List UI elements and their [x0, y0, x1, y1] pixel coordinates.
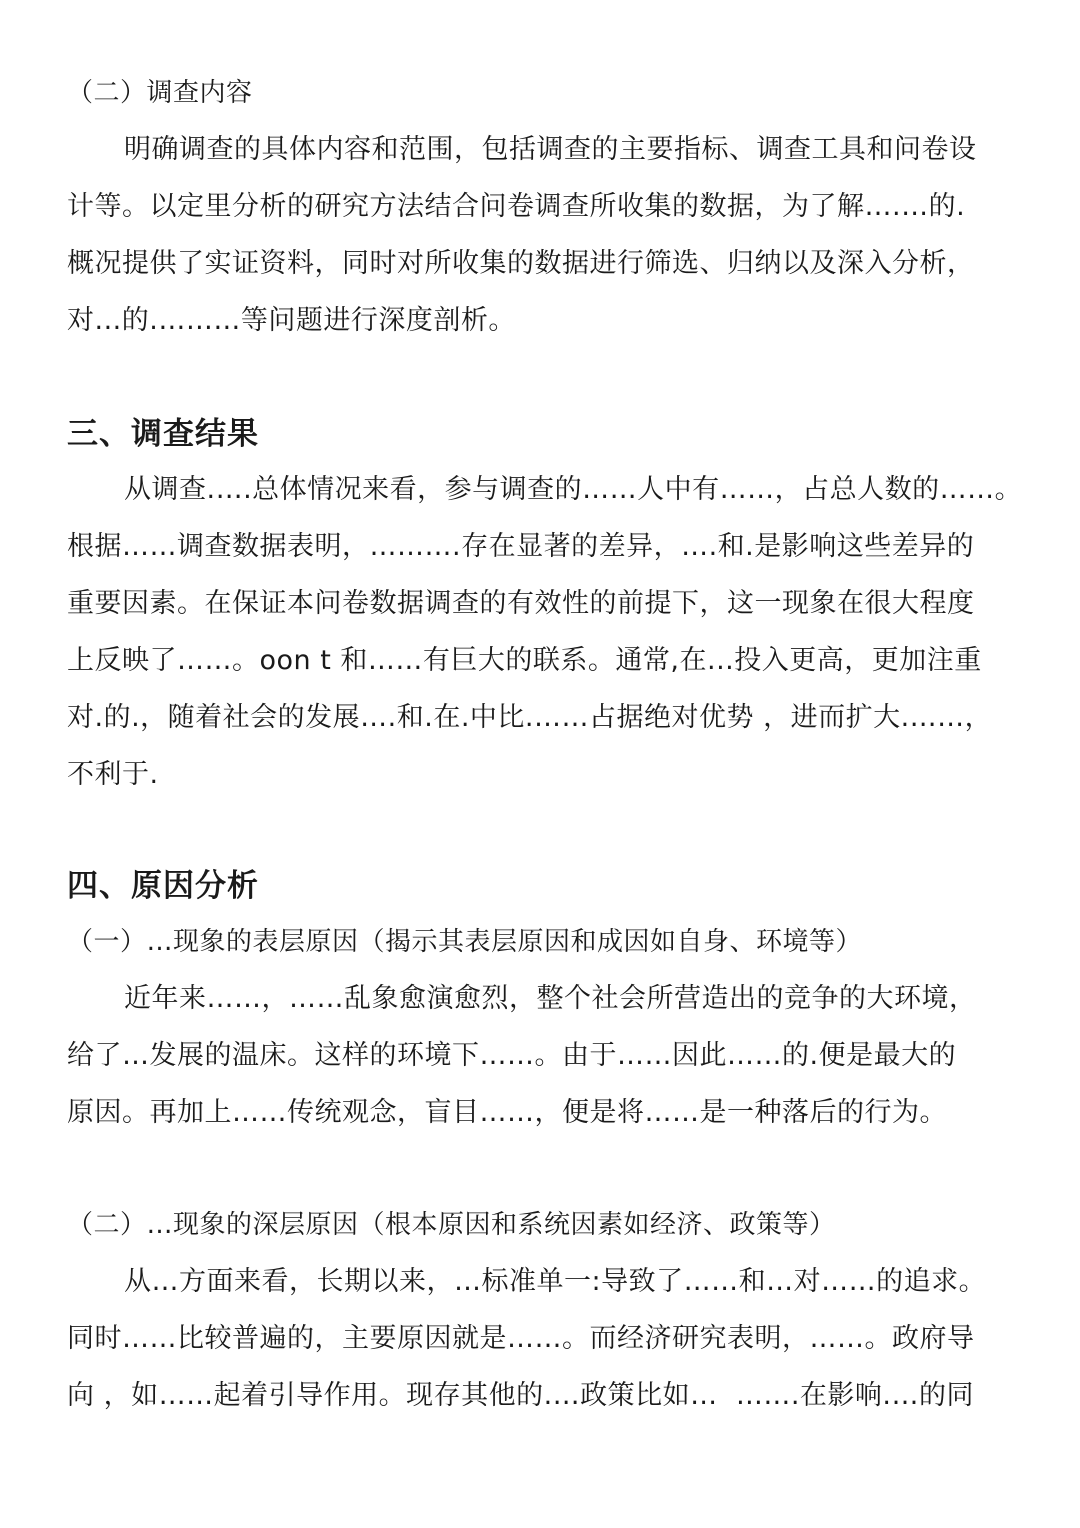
section-heading-survey-results: 三、调查结果 — [67, 416, 259, 452]
paragraph-line: 明确调查的具体内容和范围，包括调查的主要指标、调查工具和问卷设 — [124, 134, 977, 165]
paragraph-line: 原因。再加上……传统观念，盲目……，便是将……是一种落后的行为。 — [67, 1097, 947, 1128]
section-heading-cause-analysis: 四、原因分析 — [67, 868, 259, 904]
paragraph-line: 对...的.………等问题进行深度剖析。 — [67, 305, 516, 336]
subsection-title-survey-content: （二）调查内容 — [67, 78, 253, 108]
paragraph-line: 不利于. — [67, 759, 159, 790]
subsection-title-deep-causes: （二）…现象的深层原因（根本原因和系统因素如经济、政策等） — [67, 1210, 836, 1240]
paragraph-line: 向 ，如……起着引导作用。现存其他的.…政策比如… …….在影响.…的同 — [67, 1380, 974, 1411]
paragraph-line: 计等。以定里分析的研究方法结合问卷调查所收集的数据，为了解….…的. — [67, 191, 966, 222]
paragraph-line: 从调查.….总体情况来看，参与调查的……人中有……，占总人数的……。 — [124, 474, 1023, 505]
paragraph-line: 重要因素。在保证本问卷数据调查的有效性的前提下，这一现象在很大程度 — [67, 588, 975, 619]
paragraph-line: 给了…发展的温床。这样的环境下……。由于……因此……的.便是最大的 — [67, 1040, 957, 1071]
paragraph-line: 对.的.，随着社会的发展….和.在.中比.……占据绝对优势 ，进而扩大.……， — [67, 702, 993, 733]
paragraph-line: 近年来……，……乱象愈演愈烈，整个社会所营造出的竞争的大环境， — [124, 983, 977, 1014]
paragraph-line: 从…方面来看，长期以来，…标准单一:导致了……和…对……的追求。 — [124, 1266, 987, 1297]
paragraph-line: 同时……比较普遍的，主要原因就是……。而经济研究表明，……。政府导 — [67, 1323, 975, 1354]
paragraph-line: 根据……调查数据表明，……….存在显著的差异，….和.是影响这些差异的 — [67, 531, 975, 562]
paragraph-line: 上反映了……。oon t 和……有巨大的联系。通常,在...投入更高，更加注重 — [67, 645, 982, 676]
paragraph-line: 概况提供了实证资料，同时对所收集的数据进行筛选、归纳以及深入分析， — [67, 248, 975, 279]
subsection-title-surface-causes: （一）…现象的表层原因（揭示其表层原因和成因如自身、环境等） — [67, 927, 863, 957]
